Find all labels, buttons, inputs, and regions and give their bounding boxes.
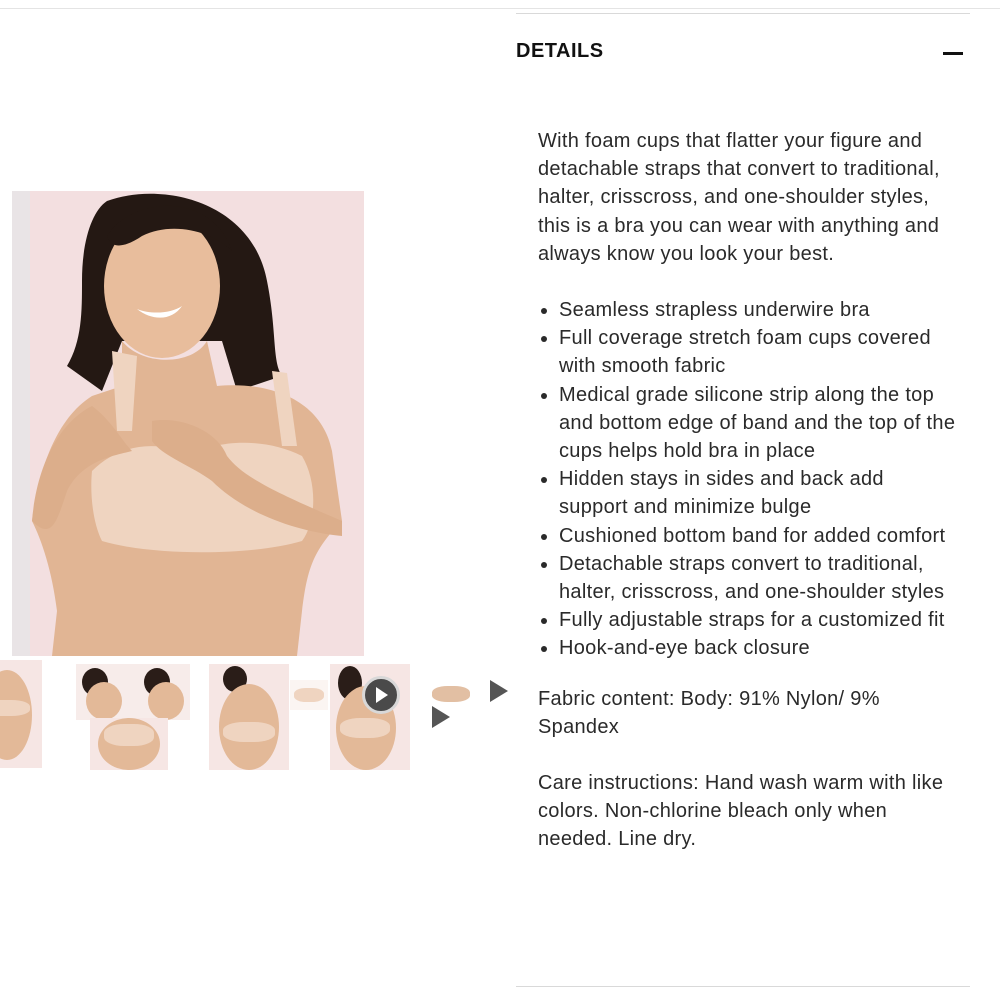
list-item: • Fully adjustable straps for a customized fit xyxy=(559,606,958,634)
fabric-content: Fabric content: Body: 91% Nylon/ 9% Spandex xyxy=(538,687,880,738)
details-content xyxy=(538,127,958,882)
list-item: • Seamless strapless underwire bra xyxy=(559,296,958,324)
details-heading[interactable]: DETAILS xyxy=(516,40,604,62)
feature-list xyxy=(538,296,958,663)
play-arrow-icon[interactable] xyxy=(432,706,450,728)
list-item: • Full coverage stretch foam cups covered with smooth fabric xyxy=(559,324,958,380)
list-item: • Hidden stays in sides and back add support and minimize bulge xyxy=(559,465,958,521)
thumbnail-strip xyxy=(0,660,512,772)
thumbnail-back-view[interactable] xyxy=(0,660,42,768)
list-item: • Cushioned bottom band for added comfort xyxy=(559,522,958,550)
care-instructions: Care instructions: Hand wash warm with like colors. Non-chlorine bleach only when needed. Line dry. xyxy=(538,772,944,851)
details-top-divider xyxy=(516,13,970,14)
list-item: • Medical grade silicone strip along the top and bottom edge of band and the top of the cups helps hold bra in place xyxy=(559,381,958,466)
thumbnail-product-flat[interactable] xyxy=(290,680,328,710)
collapse-minus-icon[interactable] xyxy=(943,52,963,55)
next-arrow-icon[interactable] xyxy=(490,680,508,702)
top-divider xyxy=(0,8,1000,9)
details-intro: With foam cups that flatter your figure and detachable straps that convert to traditional, halter, crisscross, and one-shoulder styles, this is a bra you can wear with anything and always know you look your best. xyxy=(538,130,940,265)
main-product-image[interactable] xyxy=(12,191,364,656)
thumbnail-front-pair[interactable] xyxy=(76,664,190,720)
video-play-icon[interactable] xyxy=(362,676,400,714)
details-bottom-divider xyxy=(516,986,970,987)
list-item: • Hook-and-eye back closure xyxy=(559,634,958,662)
list-item: • Detachable straps convert to traditional, halter, crisscross, and one-shoulder styles xyxy=(559,550,958,606)
model-photo xyxy=(12,191,364,656)
thumbnail-side[interactable] xyxy=(209,664,289,770)
thumbnail-front[interactable] xyxy=(90,718,168,770)
